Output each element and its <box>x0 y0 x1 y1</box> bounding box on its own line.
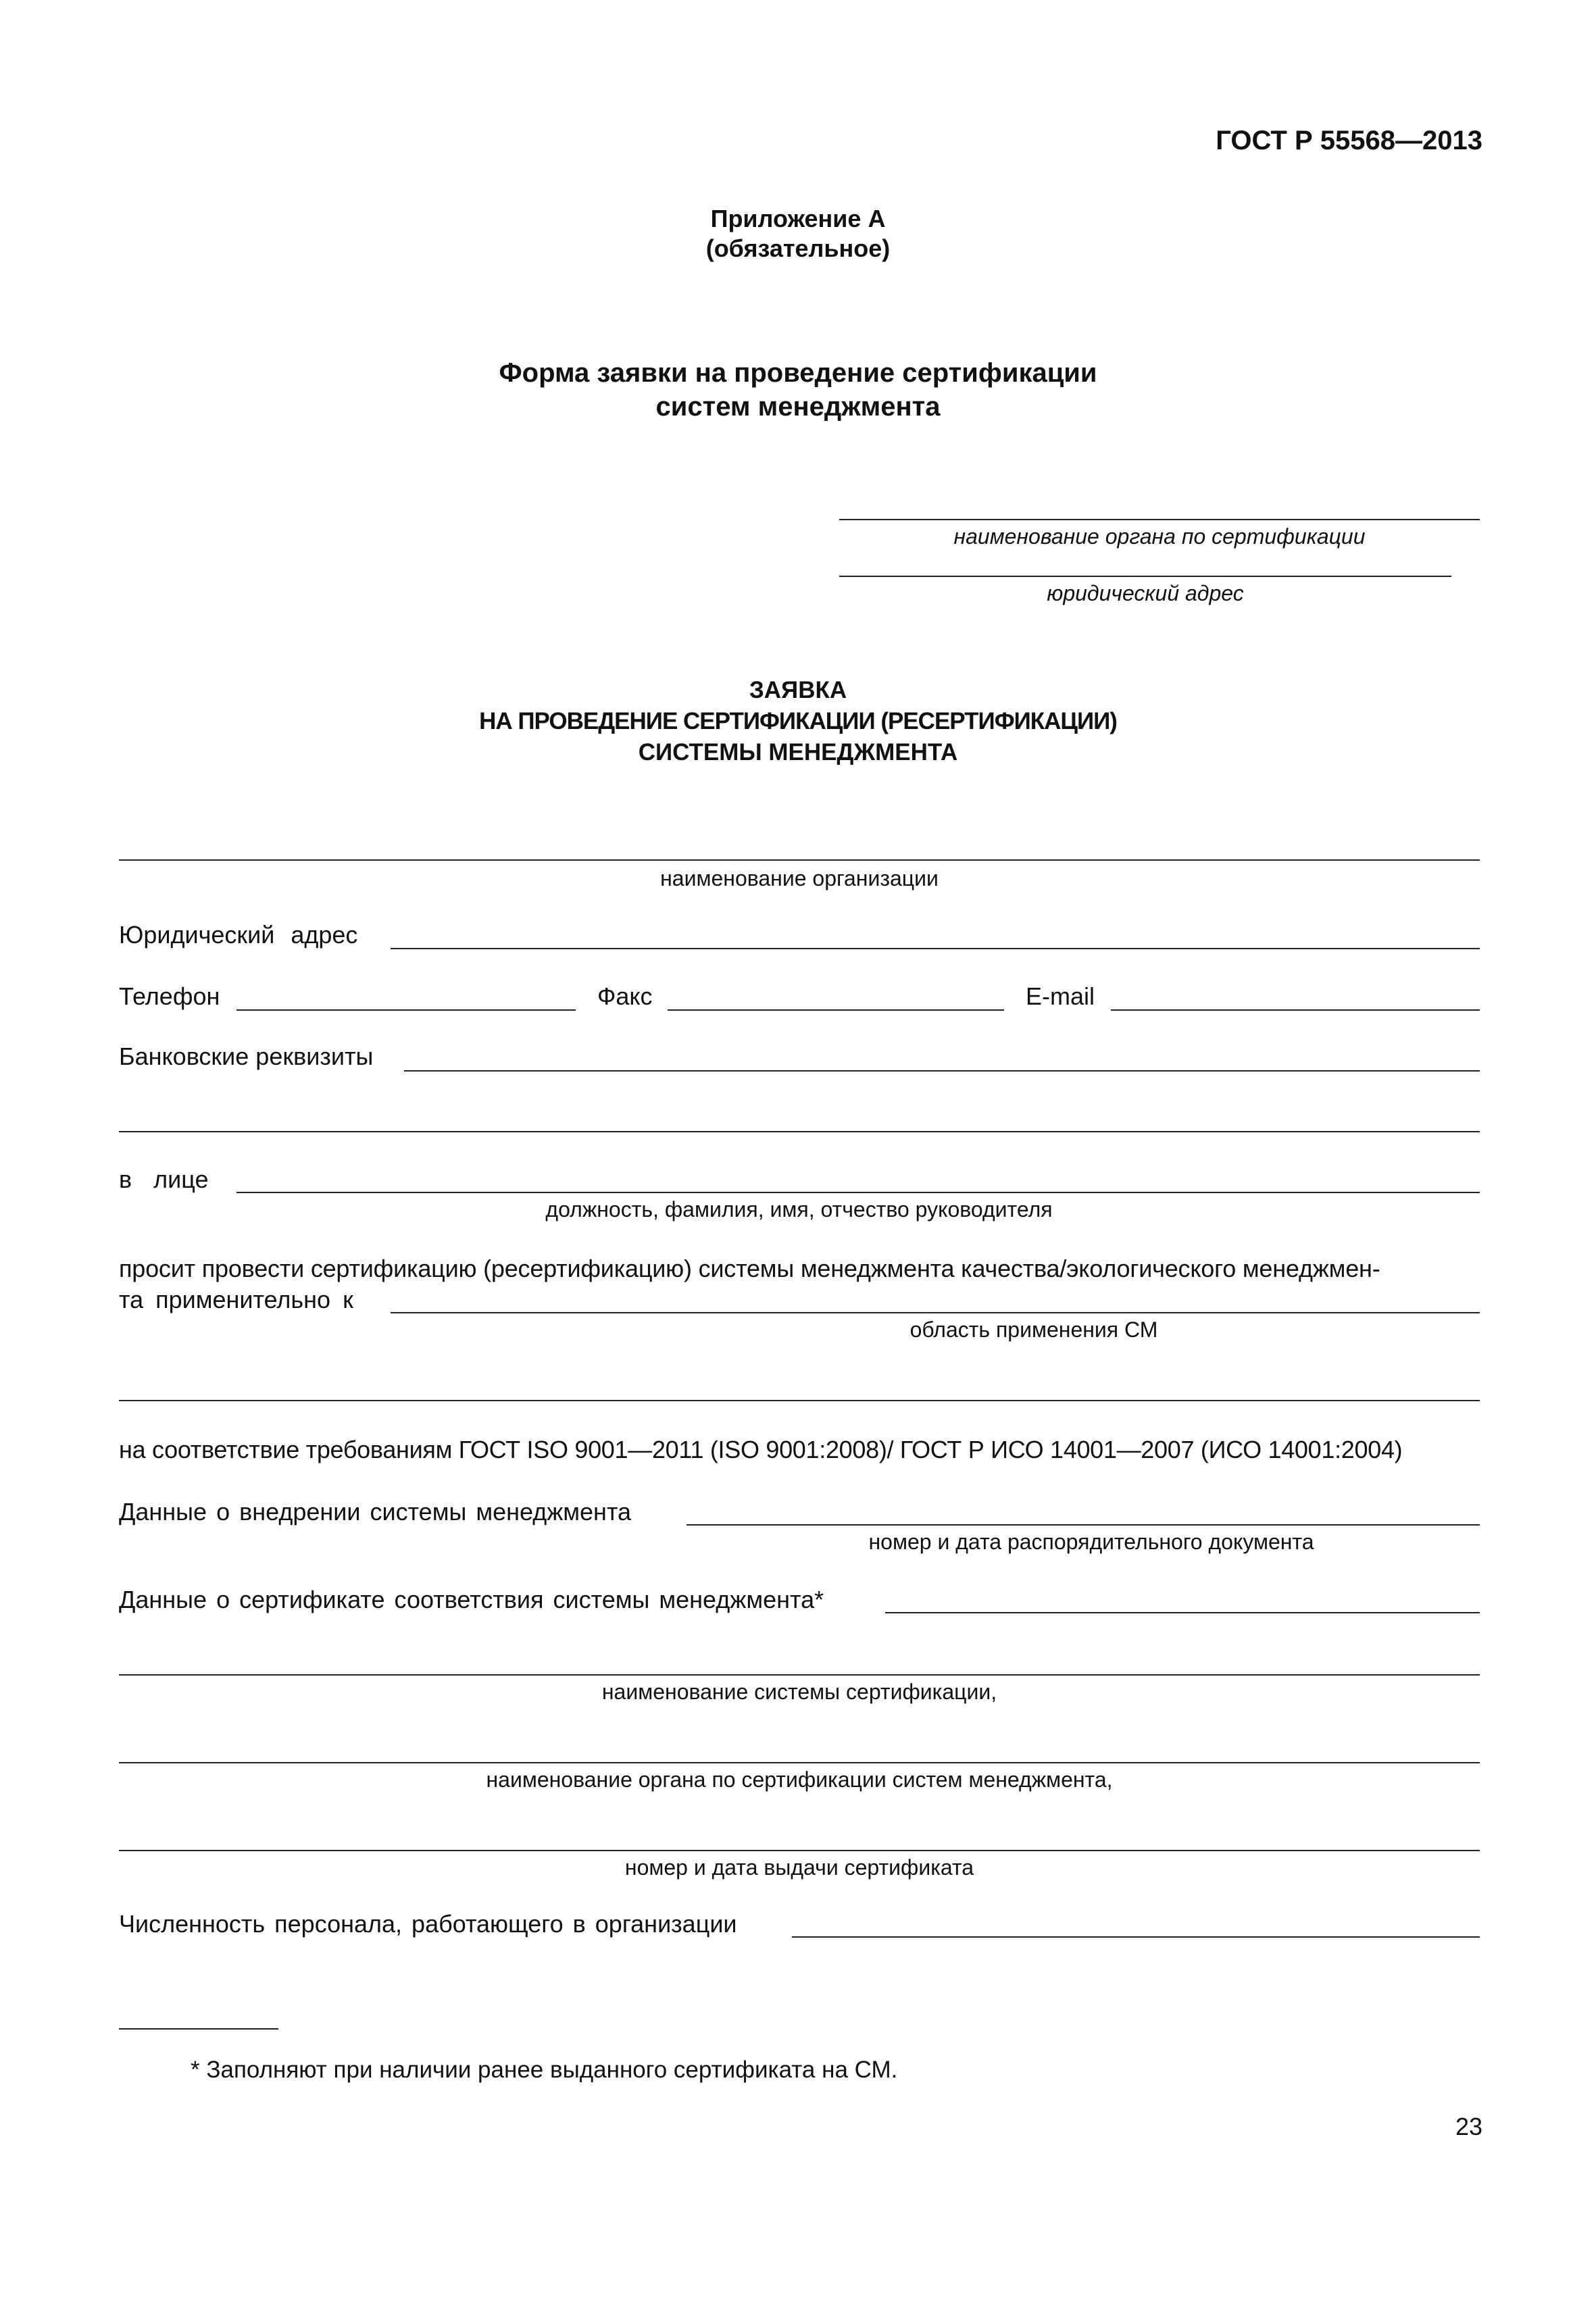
represented-line[interactable] <box>236 1192 1480 1193</box>
staff-label: Численность персонала, работающего в организации <box>119 1910 737 1938</box>
legal-address-label: Юридический адрес <box>119 921 358 949</box>
cert-number-caption: номер и дата выдачи сертификата <box>624 1855 974 1880</box>
scope-caption: область применения СМ <box>909 1317 1158 1342</box>
email-label: E-mail <box>1026 982 1095 1010</box>
cert-body-line[interactable] <box>119 1762 1480 1763</box>
legal-address-line[interactable] <box>391 948 1480 949</box>
recipient-body-line[interactable] <box>839 519 1480 520</box>
certificate-line[interactable] <box>885 1612 1480 1613</box>
recipient-address-line[interactable] <box>839 576 1451 577</box>
phone-label: Телефон <box>119 982 220 1010</box>
application-title-line3: СИСТЕМЫ МЕНЕДЖМЕНТА <box>638 739 958 765</box>
recipient-body-caption: наименование органа по сертификации <box>953 524 1366 549</box>
recipient-address-caption: юридический адрес <box>1047 581 1244 605</box>
application-title-line2: НА ПРОВЕДЕНИЕ СЕРТИФИКАЦИИ (РЕСЕРТИФИКАЦИИ) <box>479 708 1117 734</box>
staff-line[interactable] <box>792 1936 1480 1938</box>
represented-caption: должность, фамилия, имя, отчество руководителя <box>545 1197 1053 1222</box>
cert-number-line[interactable] <box>119 1850 1480 1851</box>
cert-system-caption: наименование системы сертификации, <box>601 1680 997 1704</box>
org-name-line[interactable] <box>119 859 1480 861</box>
annex-status: (обязательное) <box>705 234 891 262</box>
cert-body-caption: наименование органа по сертификации систем менеджмента, <box>486 1767 1113 1792</box>
cert-system-line[interactable] <box>119 1674 1480 1676</box>
request-line2: та применительно к <box>119 1286 353 1313</box>
bank-details-label: Банковские реквизиты <box>119 1042 374 1070</box>
form-title-line2: систем менеджмента <box>655 392 941 422</box>
form-title-line1: Форма заявки на проведение сертификации <box>499 358 1097 388</box>
bank-details-line-2[interactable] <box>119 1131 1480 1132</box>
application-title-line1: ЗАЯВКА <box>749 677 847 703</box>
scope-line[interactable] <box>391 1312 1480 1313</box>
org-name-caption: наименование организации <box>660 866 939 890</box>
footnote-text: * Заполняют при наличии ранее выданного сертификата на СМ. <box>191 2057 898 2083</box>
implementation-label: Данные о внедрении системы менеджмента <box>119 1498 632 1526</box>
implementation-caption: номер и дата распорядительного документа <box>868 1530 1314 1554</box>
page-number: 23 <box>1455 2113 1482 2140</box>
request-line1: просит провести сертификацию (ресертификацию) системы менеджмента качества/экологического менеджмен- <box>119 1255 1380 1282</box>
standard-code: ГОСТ Р 55568—2013 <box>1216 126 1482 155</box>
certificate-label: Данные о сертификате соответствия системы менеджмента* <box>119 1586 824 1613</box>
email-line[interactable] <box>1111 1009 1480 1011</box>
represented-label: в лице <box>119 1165 209 1193</box>
scope-line-2[interactable] <box>119 1400 1480 1401</box>
implementation-line[interactable] <box>687 1524 1480 1526</box>
phone-line[interactable] <box>236 1009 576 1011</box>
compliance-text: на соответствие требованиям ГОСТ ISO 9001—2011 (ISO 9001:2008)/ ГОСТ Р ИСО 14001—2007 (ИСО 14001:2004) <box>119 1436 1403 1463</box>
fax-label: Факс <box>597 982 653 1010</box>
footnote-separator <box>119 2028 278 2030</box>
bank-details-line[interactable] <box>404 1070 1480 1072</box>
annex-title: Приложение А <box>710 205 886 232</box>
fax-line[interactable] <box>668 1009 1004 1011</box>
